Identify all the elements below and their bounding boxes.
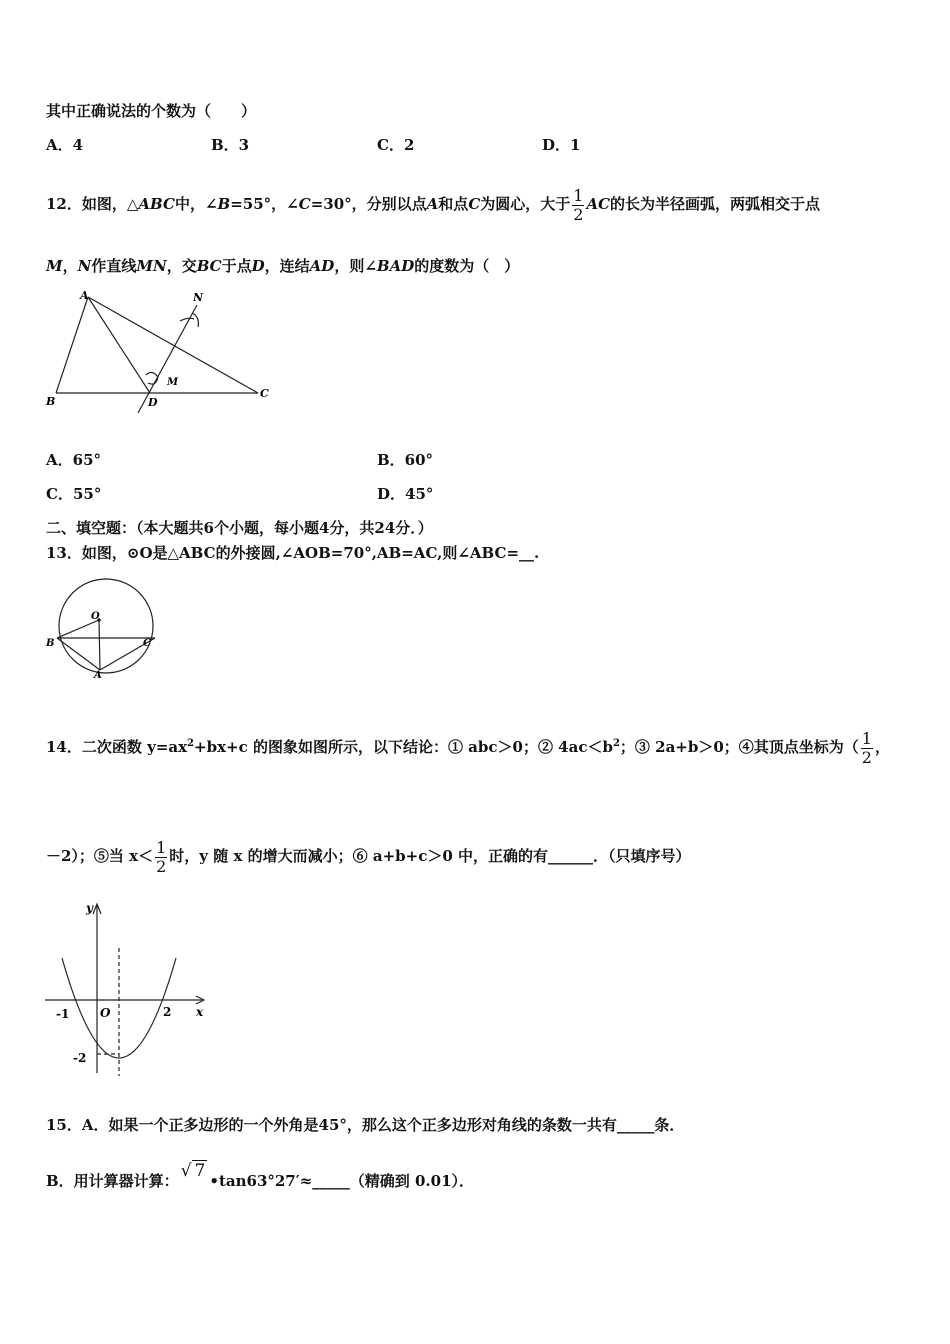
q14-label-2: 2 (163, 1005, 172, 1019)
q13-label-o: O (91, 611, 100, 622)
q15-sqrt: √ 7 (180, 1161, 206, 1181)
q14-parabola-graph (40, 898, 215, 1083)
q13-label-c: C (143, 638, 151, 649)
q13-label-b: B (46, 638, 55, 649)
q12-stem-line1: 12．如图，△ABC中，∠B=55°，∠C=30°，分别以点A和点C为圆心，大于 $\frac{1}{2}$ AC的长为半径画弧，两弧相交于点 (46, 185, 821, 224)
q12-option-b: B．60° (377, 451, 434, 469)
q12-triangle-figure (40, 285, 280, 420)
q14-stem-line1: 14．二次函数 $y=ax^2+bx+c$ 的图象如图所示，以下结论：① abc＞0；② $4ac<b^2$；③ 2a+b＞0；④其顶点坐标为（ $\frac{1}{2}$ ， (46, 728, 890, 767)
q12-option-a: A．65° (46, 451, 102, 469)
q12-option-d: D．45° (377, 485, 434, 503)
q11-option-d: D．1 (542, 136, 581, 154)
q14-label-neg2: -2 (73, 1051, 87, 1065)
q14-fraction-2: $\frac{1}{2}$ (156, 837, 167, 876)
q13-circle-figure (40, 572, 170, 684)
q12-label-c: C (260, 387, 269, 400)
q12-label-d: D (148, 396, 158, 409)
section2-title: 二、填空题：（本大题共6个小题，每小题4分，共24分．） (46, 519, 433, 537)
q14-label-x: x (196, 1005, 204, 1019)
q12-fraction: $\frac{1}{2}$ (573, 185, 584, 224)
q13-label-a: A (94, 670, 102, 681)
q12-option-c: C．55° (46, 485, 102, 503)
q12-label-b: B (46, 395, 56, 408)
q11-option-a: A．4 (46, 136, 84, 154)
q14-label-y: y (86, 901, 93, 915)
q15-part-a: 15．A．如果一个正多边形的一个外角是45°，那么这个正多边形对角线的条数一共有_____条． (46, 1116, 685, 1134)
q11-option-c: C．2 (377, 136, 415, 154)
q13-stem: 13．如图，⊙O是△ABC的外接圆,∠AOB=70°,AB=AC,则∠ABC=__. (46, 544, 540, 562)
q12-label-a: A (80, 289, 89, 302)
q12-label-n: N (193, 291, 204, 304)
q12-label-m: M (167, 377, 179, 388)
q11-stem: 其中正确说法的个数为（ ） (46, 102, 257, 120)
q14-fraction-1: $\frac{1}{2}$ (861, 728, 872, 767)
q11-option-b: B．3 (211, 136, 250, 154)
q14-label-neg1: -1 (56, 1007, 70, 1021)
q15-part-b: B．用计算器计算： √ 7 •tan63°27′≈_____（精确到 0.01）． (46, 1158, 474, 1194)
q14-label-origin: O (100, 1006, 111, 1020)
q14-stem-line2: －2）；⑤当 x＜ $\frac{1}{2}$ 时，y 随 x 的增大而减小；⑥ a+b+c＞0 中，正确的有______．（只填序号） (46, 837, 691, 876)
q12-stem-line2: M，N作直线MN，交BC于点D，连结AD，则∠BAD的度数为（ ） (46, 257, 520, 275)
